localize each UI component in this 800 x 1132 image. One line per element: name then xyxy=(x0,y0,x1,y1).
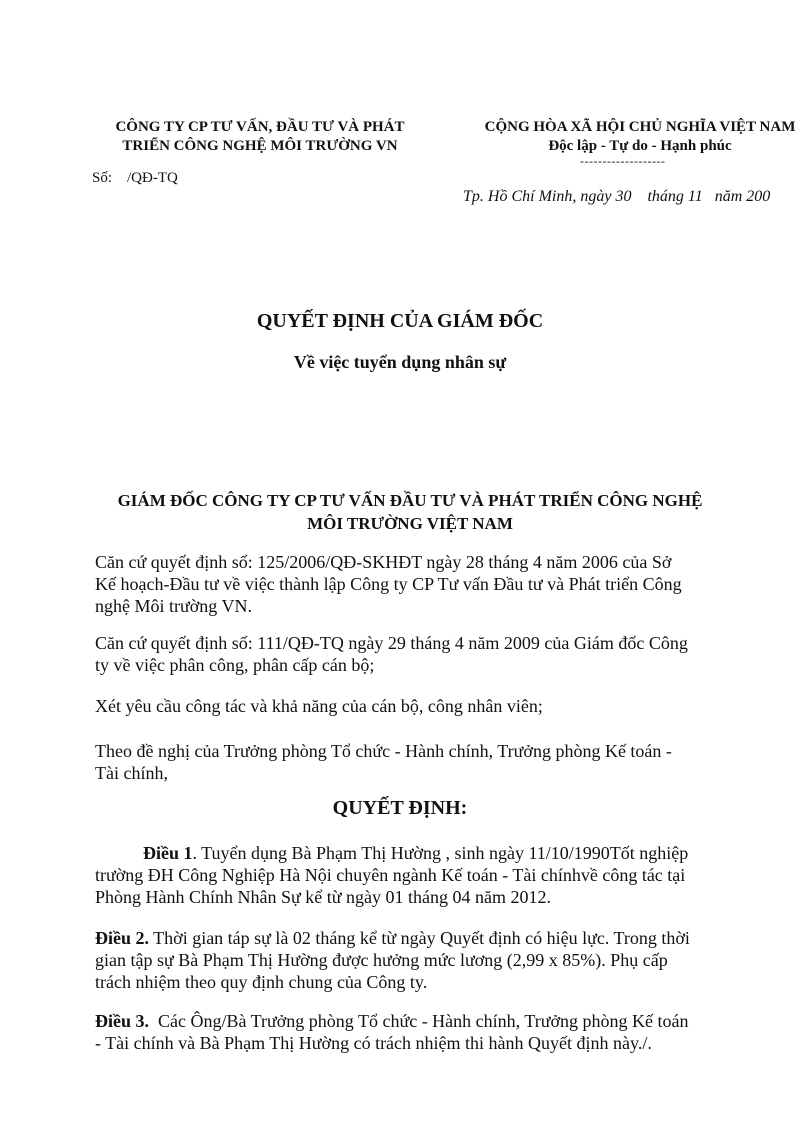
text-line: trường ĐH Công Nghiệp Hà Nội chuyên ngành Kế toán - Tài chínhvề công tác tại xyxy=(95,865,686,885)
text-line: trách nhiệm theo quy định chung của Công ty. xyxy=(95,972,428,992)
text-line: nghệ Môi trường VN. xyxy=(95,596,252,616)
preamble-paragraph-1 xyxy=(95,551,735,617)
article-2-line1 xyxy=(95,927,735,949)
national-motto: Độc lập - Tự do - Hạnh phúc xyxy=(548,138,732,154)
article-label: Điều 1 xyxy=(143,843,193,863)
national-title: CỘNG HÒA XÃ HỘI CHỦ NGHĨA VIỆT NAM xyxy=(484,119,796,135)
text-line: Theo đề nghị của Trưởng phòng Tổ chức - Hành chính, Trưởng phòng Kế toán - xyxy=(95,741,672,761)
document-subtitle: Về việc tuyển dụng nhân sự xyxy=(293,352,507,372)
national-header xyxy=(440,118,800,156)
article-label: Điều 3. xyxy=(95,1011,149,1031)
company-name xyxy=(60,118,460,156)
text-line: - Tài chính và Bà Phạm Thị Hường có trách nhiệm thi hành Quyết định này./. xyxy=(95,1033,652,1053)
decision-heading: QUYẾT ĐỊNH: xyxy=(332,797,468,819)
document-title: QUYẾT ĐỊNH CỦA GIÁM ĐỐC xyxy=(256,310,544,332)
text-line: Xét yêu cầu công tác và khả năng của cán bộ, công nhân viên; xyxy=(95,696,543,716)
text-line: Phòng Hành Chính Nhân Sự kể từ ngày 01 tháng 04 năm 2012. xyxy=(95,887,551,907)
text-line: gian tập sự Bà Phạm Thị Hường được hưởng mức lương (2,99 x 85%). Phụ cấp xyxy=(95,950,668,970)
text-line: Căn cứ quyết định số: 125/2006/QĐ-SKHĐT ngày 28 tháng 4 năm 2006 của Sở xyxy=(95,552,672,572)
company-name-line2: TRIỂN CÔNG NGHỆ MÔI TRƯỜNG VN xyxy=(122,138,398,154)
article-label: Điều 2. xyxy=(95,928,149,948)
article-3-line1 xyxy=(95,1010,735,1032)
preamble-paragraph-3 xyxy=(95,695,735,717)
preamble-paragraph-2 xyxy=(95,632,735,676)
preamble-paragraph-4 xyxy=(95,740,735,784)
text-line: Tài chính, xyxy=(95,763,168,783)
text-line: Kế hoạch-Đầu tư về việc thành lập Công ty CP Tư vấn Đầu tư và Phát triển Công xyxy=(95,574,682,594)
issuing-authority xyxy=(0,489,800,535)
company-name-line1: CÔNG TY CP TƯ VẤN, ĐẦU TƯ VÀ PHÁT xyxy=(115,119,405,135)
article-3 xyxy=(95,1010,735,1054)
document-date: Tp. Hồ Chí Minh, ngày 30 tháng 11 năm 200 xyxy=(463,188,771,205)
issuing-authority-line1: GIÁM ĐỐC CÔNG TY CP TƯ VẤN ĐẦU TƯ VÀ PHÁT TRIỂN CÔNG NGHỆ xyxy=(117,491,703,510)
article-text: Thời gian táp sự là 02 tháng kể từ ngày Quyết định có hiệu lực. Trong thời xyxy=(149,928,690,948)
article-text: . Tuyển dụng Bà Phạm Thị Hường , sinh ngày 11/10/1990Tốt nghiệp xyxy=(192,843,689,863)
document-number: Số: /QĐ-TQ xyxy=(92,170,178,186)
article-text: Các Ông/Bà Trưởng phòng Tổ chức - Hành chính, Trưởng phòng Kế toán xyxy=(149,1011,689,1031)
article-2 xyxy=(95,927,735,993)
text-line: ty về việc phân công, phân cấp cán bộ; xyxy=(95,655,375,675)
article-1 xyxy=(95,842,735,908)
article-1-line1 xyxy=(95,842,735,864)
motto-separator: ------------------- xyxy=(580,154,666,168)
text-line: Căn cứ quyết định số: 111/QĐ-TQ ngày 29 tháng 4 năm 2009 của Giám đốc Công xyxy=(95,633,688,653)
issuing-authority-line2: MÔI TRƯỜNG VIỆT NAM xyxy=(307,514,513,533)
